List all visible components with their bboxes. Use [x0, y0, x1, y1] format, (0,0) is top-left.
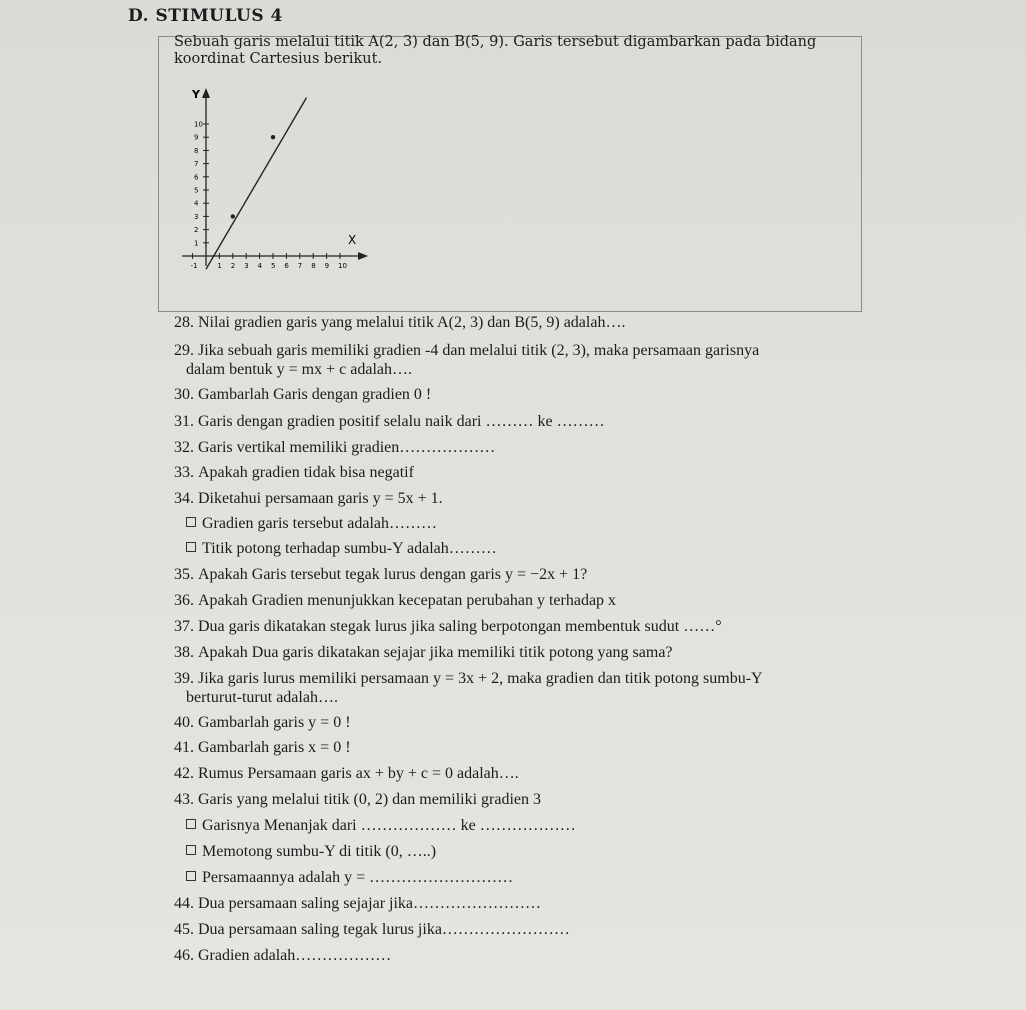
- sub-question: [186, 868, 513, 888]
- x-tick-label: 2: [230, 262, 236, 270]
- question-number: 30.: [174, 386, 194, 403]
- point-a: [231, 214, 235, 218]
- x-tick-label: 10: [338, 262, 347, 270]
- question-item: [174, 738, 351, 758]
- question-text: Apakah Gradien menunjukkan kecepatan perubahan y terhadap x: [198, 592, 617, 609]
- question-text: Dua persamaan saling sejajar jika……………………: [198, 895, 542, 912]
- sub-question: [186, 514, 437, 534]
- question-text: Jika garis lurus memiliki persamaan y = 3x + 2, maka gradien dan titik potong sumbu-Y: [198, 670, 763, 687]
- question-number: 44.: [174, 895, 194, 912]
- question-number: 45.: [174, 921, 194, 938]
- question-item: [186, 688, 338, 708]
- question-number: 38.: [174, 644, 194, 661]
- question-number: 35.: [174, 566, 194, 583]
- y-axis-label: Y: [192, 88, 200, 101]
- question-number: 33.: [174, 464, 194, 481]
- question-text: Garis yang melalui titik (0, 2) dan memiliki gradien 3: [198, 791, 542, 808]
- question-text: Rumus Persamaan garis ax + by + c = 0 adalah….: [198, 765, 519, 782]
- question-text: Apakah gradien tidak bisa negatif: [198, 464, 414, 481]
- question-text: Gambarlah Garis dengan gradien 0 !: [198, 386, 432, 403]
- x-tick-label: 6: [284, 262, 289, 270]
- question-text: Jika sebuah garis memiliki gradien -4 dan melalui titik (2, 3), maka persamaan garisnya: [198, 342, 760, 359]
- question-number: 46.: [174, 947, 194, 964]
- question-number: 32.: [174, 439, 194, 456]
- question-number: 37.: [174, 618, 194, 635]
- question-number: 34.: [174, 490, 194, 507]
- x-axis-label: X: [348, 233, 357, 247]
- question-number: 39.: [174, 670, 194, 687]
- question-item: [174, 920, 570, 940]
- y-tick-label: 3: [194, 212, 199, 221]
- question-text: Gambarlah garis y = 0 !: [198, 714, 351, 731]
- checkbox-icon: [186, 819, 196, 829]
- y-tick-label: 10: [194, 120, 203, 129]
- question-item: [174, 489, 443, 509]
- sub-question: [186, 842, 436, 862]
- y-tick-label: 4: [194, 199, 199, 208]
- x-tick-label: 1: [217, 262, 222, 270]
- question-item: [174, 617, 722, 637]
- question-number: 42.: [174, 765, 194, 782]
- x-tick-label: 5: [271, 262, 276, 270]
- line-through-a-b: [206, 98, 307, 270]
- y-tick-label: 7: [194, 160, 199, 169]
- question-text: Garis dengan gradien positif selalu naik dari ……… ke ………: [198, 413, 605, 430]
- question-text: Titik potong terhadap sumbu-Y adalah………: [202, 540, 497, 557]
- question-text: Persamaannya adalah y = ………………………: [202, 869, 514, 886]
- cartesian-graph: [168, 84, 368, 284]
- question-item: [174, 313, 625, 333]
- question-item: [174, 565, 587, 585]
- question-item: [174, 341, 759, 361]
- question-item: [174, 385, 431, 405]
- x-tick-label: 8: [311, 262, 316, 270]
- x-tick-label: 9: [324, 262, 330, 270]
- y-tick-label: 2: [194, 226, 199, 235]
- x-axis-arrow: [358, 252, 368, 260]
- question-text: Apakah Garis tersebut tegak lurus dengan garis y = −2x + 1?: [198, 566, 588, 583]
- question-text: berturut-turut adalah….: [186, 689, 338, 706]
- point-b: [271, 135, 275, 139]
- question-item: [174, 438, 495, 458]
- y-tick-label: 8: [194, 146, 199, 155]
- x-tick-label: 4: [257, 262, 263, 270]
- question-item: [174, 643, 673, 663]
- question-number: 28.: [174, 314, 194, 331]
- question-item: [174, 790, 541, 810]
- question-item: [174, 412, 605, 432]
- question-text: Nilai gradien garis yang melalui titik A(2, 3) dan B(5, 9) adalah….: [198, 314, 626, 331]
- question-text: Garis vertikal memiliki gradien………………: [198, 439, 496, 456]
- question-number: 36.: [174, 592, 194, 609]
- y-tick-label: 1: [194, 239, 199, 248]
- checkbox-icon: [186, 845, 196, 855]
- y-tick-label: 6: [194, 173, 199, 182]
- stimulus-text: [174, 34, 854, 68]
- y-tick-label: 5: [194, 186, 199, 195]
- question-item: [174, 463, 414, 483]
- question-number: 31.: [174, 413, 194, 430]
- question-item: [174, 713, 351, 733]
- question-item: [174, 591, 616, 611]
- question-text: Dua garis dikatakan stegak lurus jika saling berpotongan membentuk sudut ……°: [198, 618, 722, 635]
- x-tick-label: 3: [244, 262, 249, 270]
- y-tick-label: 9: [194, 133, 199, 142]
- question-text: Memotong sumbu-Y di titik (0, …..): [202, 843, 437, 860]
- question-text: Diketahui persamaan garis y = 5x + 1.: [198, 490, 443, 507]
- question-item: [174, 669, 763, 689]
- question-item: [186, 360, 412, 380]
- question-number: 40.: [174, 714, 194, 731]
- question-text: Apakah Dua garis dikatakan sejajar jika memiliki titik potong yang sama?: [198, 644, 673, 661]
- question-number: 29.: [174, 342, 194, 359]
- question-text: dalam bentuk y = mx + c adalah….: [186, 361, 412, 378]
- y-ticks: [194, 121, 209, 248]
- question-text: Dua persamaan saling tegak lurus jika……………………: [198, 921, 570, 938]
- stimulus-text-line-1: Sebuah garis melalui titik A(2, 3) dan B(5, 9). Garis tersebut digambarkan pada bidang: [174, 34, 817, 50]
- checkbox-icon: [186, 871, 196, 881]
- stimulus-text-line-2: koordinat Cartesius berikut.: [174, 51, 383, 67]
- question-text: Gradien garis tersebut adalah………: [202, 515, 438, 532]
- checkbox-icon: [186, 517, 196, 527]
- section-header: D. STIMULUS 4: [128, 6, 283, 26]
- y-axis-arrow: [202, 88, 210, 98]
- question-text: Gradien adalah………………: [198, 947, 392, 964]
- question-text: Gambarlah garis x = 0 !: [198, 739, 351, 756]
- question-number: 43.: [174, 791, 194, 808]
- x-tick-label: 7: [297, 262, 303, 270]
- sub-question: [186, 816, 576, 836]
- checkbox-icon: [186, 542, 196, 552]
- question-number: 41.: [174, 739, 194, 756]
- x-tick-label: -1: [190, 262, 198, 270]
- question-item: [174, 894, 541, 914]
- question-text: Garisnya Menanjak dari ……………… ke ………………: [202, 817, 576, 834]
- question-item: [174, 764, 519, 784]
- question-item: [174, 946, 391, 966]
- sub-question: [186, 539, 497, 559]
